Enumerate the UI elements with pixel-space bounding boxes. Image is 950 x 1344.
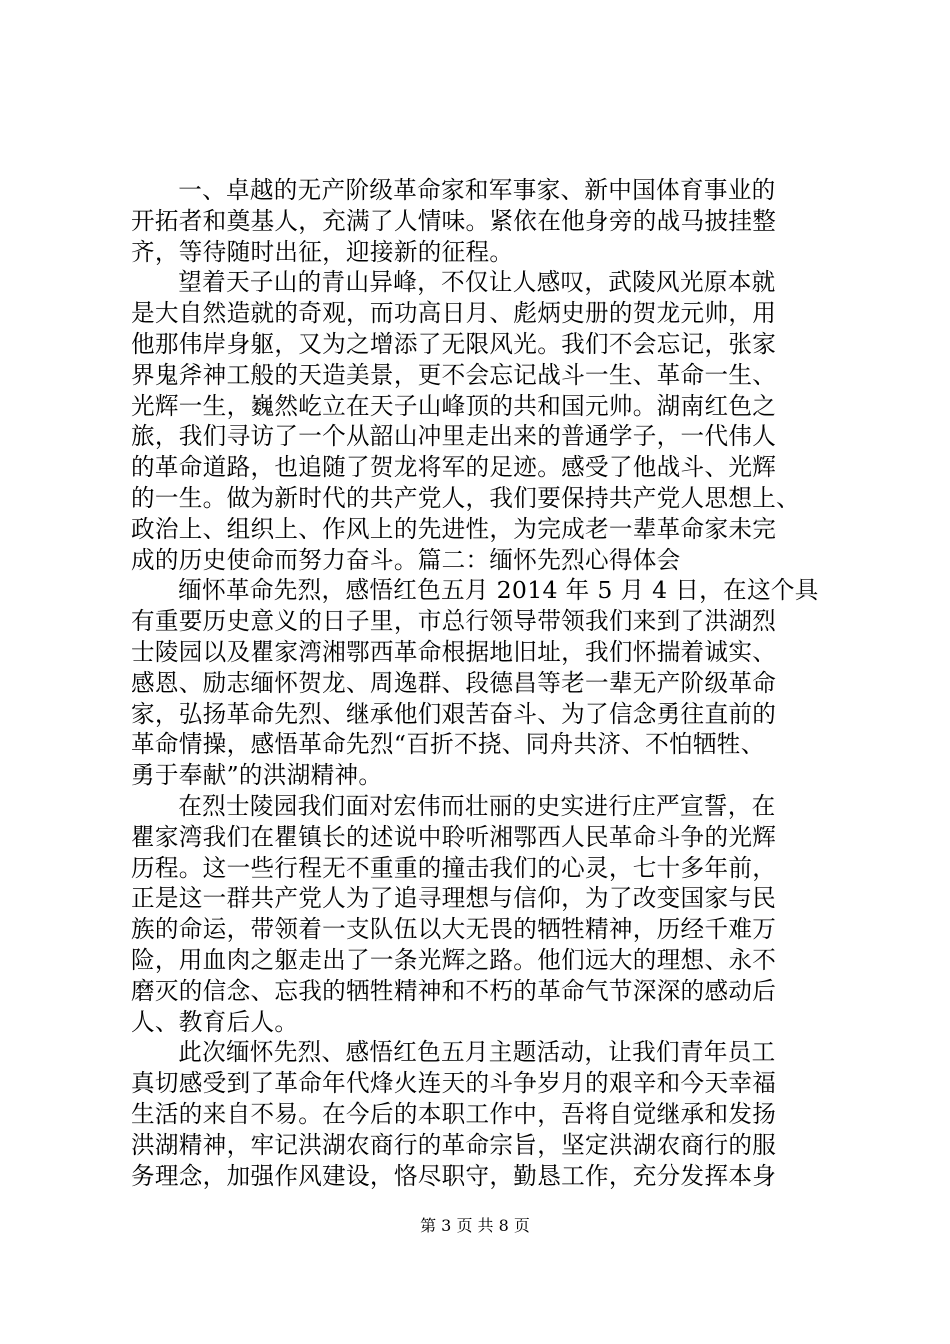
page-number-footer: 第 3 页 共 8 页	[420, 1216, 530, 1235]
paragraph-3: 缅怀革命先烈，感悟红色五月 2014 年 5 月 4 日，在这个具 有重要历史意义的日子里，市总行领导带领我们来到了洪湖烈 士陵园以及瞿家湾湘鄂西革命根据地旧址，我们怀揣着诚实、 感恩、励志缅怀贺龙、周逸群、段德昌等老一辈无产阶级革命 家，弘扬革命先烈、继承他们艰苦奋斗、为了信念勇往直前的 革命情操，感悟革命先烈“百折不挠、同舟共济、不怕牺牲、 勇于奉献”的洪湖精神。	[131, 576, 819, 790]
paragraph-2: 望着天子山的青山异峰，不仅让人感叹，武陵风光原本就 是大自然造就的奇观，而功高日月、彪炳史册的贺龙元帅，用 他那伟岸身躯，又为之增添了无限风光。我们不会忘记，张家 界鬼斧神工般的天造美景，更不会忘记战斗一生、革命一生、 光辉一生，巍然屹立在天子山峰顶的共和国元帅。湖南红色之 旅，我们寻访了一个从韶山冲里走出来的普通学子，一代伟人 的革命道路，也追随了贺龙将军的足迹。感受了他战斗、光辉 的一生。做为新时代的共产党人，我们要保持共产党人思想上、 政治上、组织上、作风上的先进性，为完成老一辈革命家未完 成的历史使命而努力奋斗。篇二：缅怀先烈心得体会	[131, 268, 801, 574]
paragraph-4: 在烈士陵园我们面对宏伟而壮丽的史实进行庄严宣誓，在 瞿家湾我们在瞿镇长的述说中聆听湘鄂西人民革命斗争的光辉 历程。这一些行程无不重重的撞击我们的心灵，七十多年前， 正是这一群共产党人为了追寻理想与信仰，为了改变国家与民 族的命运，带领着一支队伍以大无畏的牺牲精神，历经千难万 险，用血肉之躯走出了一条光辉之路。他们远大的理想、永不 磨灭的信念、忘我的牺牲精神和不朽的革命气节深深的感动后 人、教育后人。	[131, 791, 777, 1036]
document-body	[131, 175, 831, 1191]
paragraph-1: 一、卓越的无产阶级革命家和军事家、新中国体育事业的 开拓者和奠基人，充满了人情味。紧依在他身旁的战马披挂整 齐，等待随时出征，迎接新的征程。	[131, 176, 777, 266]
paragraph-5: 此次缅怀先烈、感悟红色五月主题活动，让我们青年员工 真切感受到了革命年代烽火连天的斗争岁月的艰辛和今天幸福 生活的来自不易。在今后的本职工作中，吾将自觉继承和发扬 洪湖精神，牢记洪湖农商行的革命宗旨，坚定洪湖农商行的服 务理念，加强作风建设，恪尽职守，勤恳工作，充分发挥本身	[131, 1038, 777, 1190]
